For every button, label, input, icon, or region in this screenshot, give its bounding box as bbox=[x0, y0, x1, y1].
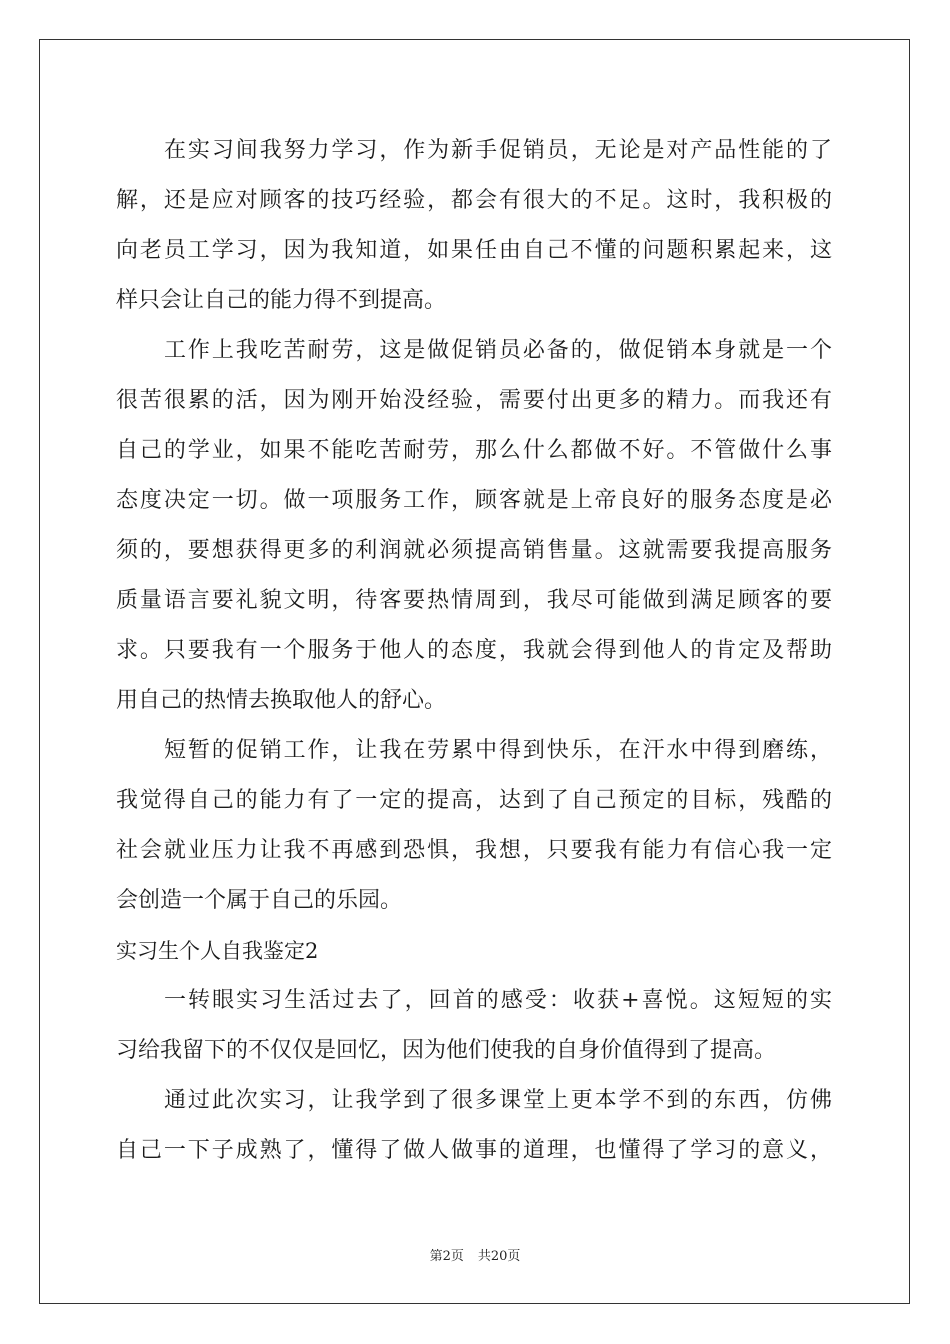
paragraph-1-line-1: 在实习间我努力学习，作为新手促销员，无论是对产品性能的了 bbox=[164, 138, 832, 163]
paragraph-1-line-2: 解，还是应对顾客的技巧经验，都会有很大的不足。这时，我积极的 bbox=[116, 188, 832, 213]
paragraph-2-line-1: 工作上我吃苦耐劳，这是做促销员必备的，做促销本身就是一个 bbox=[164, 338, 832, 363]
paragraph-5-line-2: 自己一下子成熟了，懂得了做人做事的道理，也懂得了学习的意义， bbox=[116, 1138, 832, 1163]
paragraph-1-line-3: 向老员工学习，因为我知道，如果任由自己不懂的问题积累起来，这 bbox=[116, 238, 832, 263]
paragraph-2-line-4: 态度决定一切。做一项服务工作，顾客就是上帝良好的服务态度是必 bbox=[116, 488, 832, 513]
page-number: 第2页 bbox=[429, 1249, 464, 1264]
paragraph-5-line-1: 通过此次实习，让我学到了很多课堂上更本学不到的东西，仿佛 bbox=[164, 1088, 832, 1113]
paragraph-3-line-1: 短暂的促销工作，让我在劳累中得到快乐，在汗水中得到磨练， bbox=[164, 738, 832, 763]
paragraph-4-line-2: 习给我留下的不仅仅是回忆，因为他们使我的自身价值得到了提高。 bbox=[116, 1038, 777, 1063]
document-body bbox=[116, 126, 832, 1176]
paragraph-2-line-8: 用自己的热情去换取他人的舒心。 bbox=[116, 688, 447, 713]
section-heading: 实习生个人自我鉴定2 bbox=[116, 939, 319, 963]
paragraph-3-line-4: 会创造一个属于自己的乐园。 bbox=[116, 888, 403, 913]
paragraph-2-line-7: 求。只要我有一个服务于他人的态度，我就会得到他人的肯定及帮助 bbox=[116, 638, 832, 663]
page-total: 共20页 bbox=[477, 1249, 521, 1264]
paragraph-2-line-2: 很苦很累的活，因为刚开始没经验，需要付出更多的精力。而我还有 bbox=[116, 388, 832, 413]
paragraph-2-line-3: 自己的学业，如果不能吃苦耐劳，那么什么都做不好。不管做什么事 bbox=[116, 438, 832, 463]
paragraph-2-line-5: 须的，要想获得更多的利润就必须提高销售量。这就需要我提高服务 bbox=[116, 538, 832, 563]
paragraph-2-line-6: 质量语言要礼貌文明，待客要热情周到，我尽可能做到满足顾客的要 bbox=[116, 588, 832, 613]
paragraph-1-line-4: 样只会让自己的能力得不到提高。 bbox=[116, 288, 447, 313]
paragraph-4-line-1: 一转眼实习生活过去了，回首的感受：收获+喜悦。这短短的实 bbox=[164, 988, 832, 1013]
paragraph-3-line-3: 社会就业压力让我不再感到恐惧，我想，只要我有能力有信心我一定 bbox=[116, 838, 832, 863]
page-footer bbox=[0, 1245, 950, 1264]
paragraph-3-line-2: 我觉得自己的能力有了一定的提高，达到了自己预定的目标，残酷的 bbox=[116, 788, 832, 813]
